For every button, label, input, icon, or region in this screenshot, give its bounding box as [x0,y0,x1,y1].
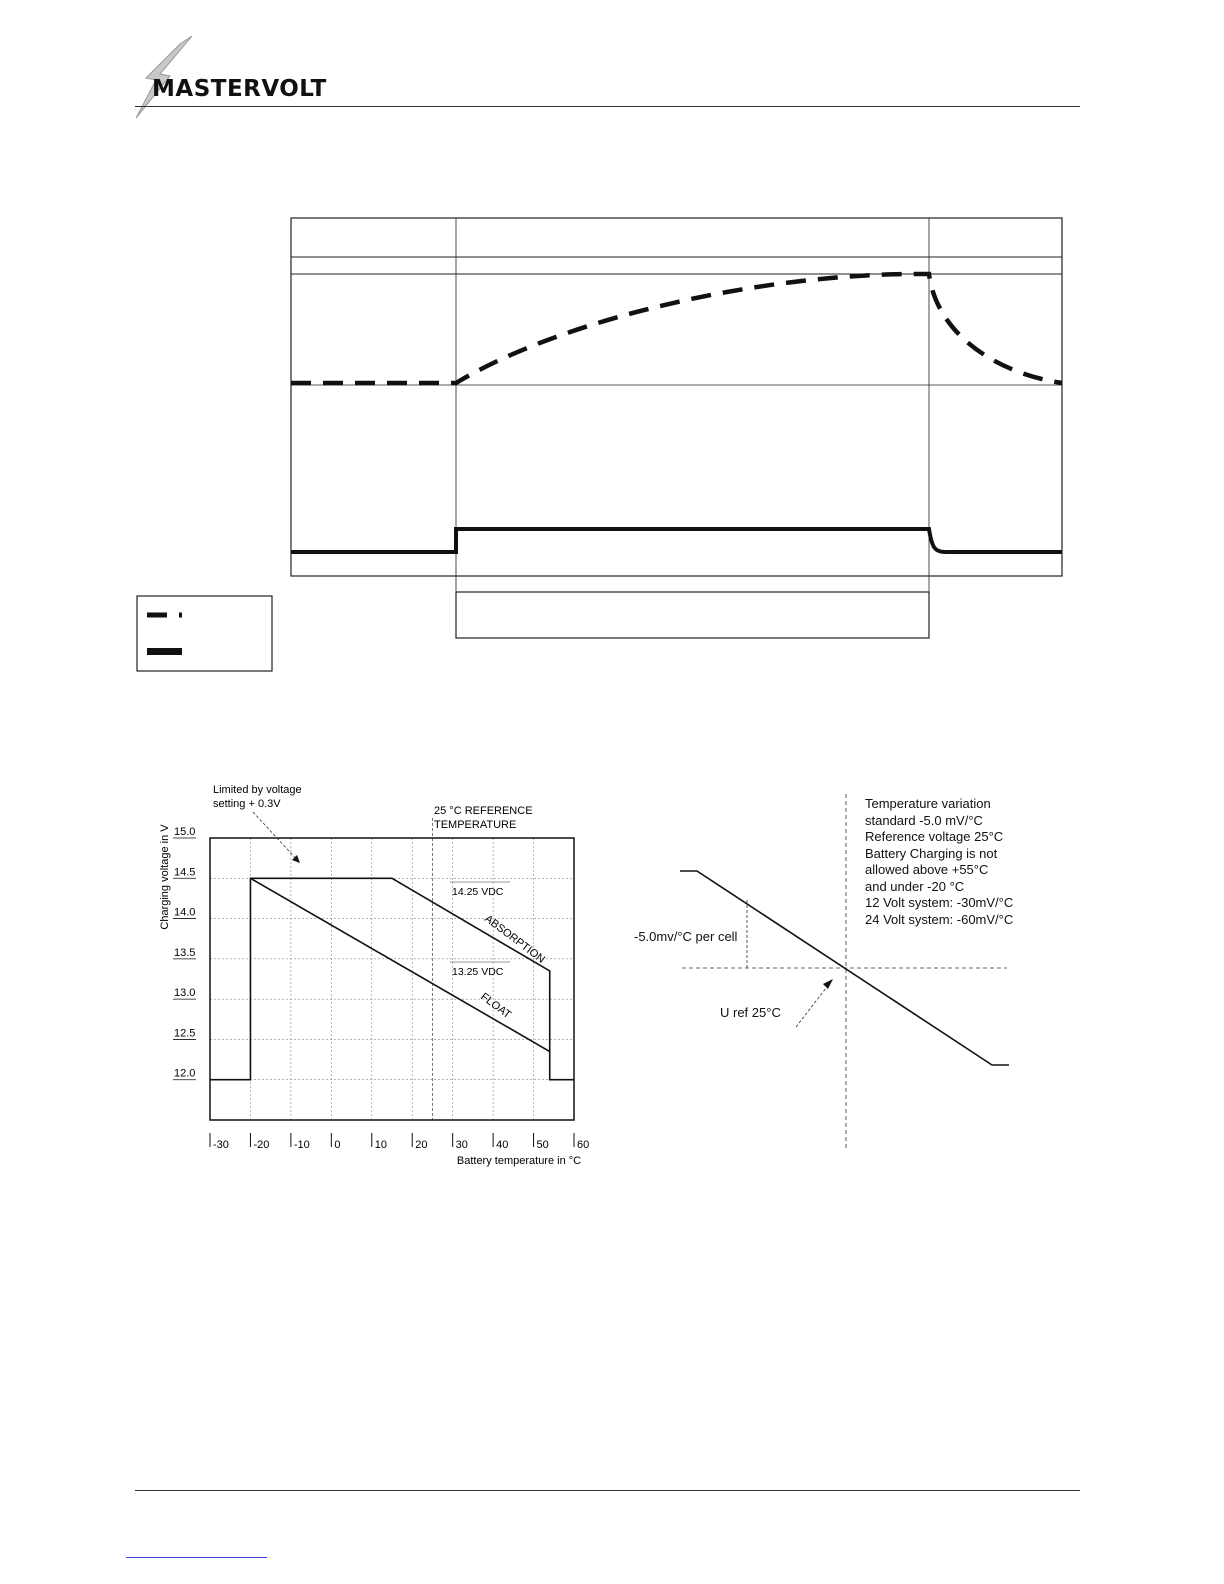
uref-label: U ref 25°C [720,1005,781,1020]
x-axis-label: Battery temperature in °C [456,1155,582,1167]
series-absorption-line [210,878,574,1079]
info-line: Temperature variation [865,796,991,811]
float-value-label: 13.25 VDC [452,966,504,978]
chart-grid [210,818,574,1120]
brand-name: MASTERVOLT [152,76,327,102]
info-line: and under -20 °C [865,878,965,894]
info-line: 24 Volt system: -60mV/°C [865,911,1014,927]
info-line: allowed above +55°C [865,862,989,877]
float-label: FLOAT [478,990,514,1022]
info-line: Battery Charging is not [865,845,998,861]
x-tick-label: 40 [496,1139,509,1151]
x-tick-label: 50 [536,1139,549,1151]
y-tick-label: 12.5 [174,1027,196,1040]
absorption-value-label: 14.25 VDC [452,886,504,898]
slope-label: -5.0mv/°C per cell [634,929,738,944]
footer-divider [135,1490,1080,1491]
reference-annotation-line-2: TEMPERATURE [434,819,517,831]
series-float-line [250,878,549,1051]
charge-cycle-diagram [0,0,1224,700]
x-tick-label: 0 [334,1139,341,1151]
x-tick-label: 20 [415,1139,428,1151]
y-tick-label: 13.5 [174,946,196,959]
y-tick-label: 14.0 [174,906,196,919]
uref-pointer-line [796,983,830,1027]
x-tick-label: 60 [577,1139,590,1151]
limit-annotation-line-2: setting + 0.3V [213,798,281,810]
info-line: Reference voltage 25°C [865,829,1004,844]
limit-annotation-line-1: Limited by voltage [213,784,302,796]
diagram-frame [291,218,1062,576]
current-solid-line [291,529,1062,552]
y-tick-label: 14.5 [174,866,196,879]
info-line: 12 Volt system: -30mV/°C [865,895,1014,910]
chart-frame [210,838,574,1120]
legend-solid-swatch [147,648,182,655]
info-text-block [865,796,1013,928]
x-tick-label: 30 [455,1139,468,1151]
info-line: standard -5.0 mV/°C [865,812,983,828]
x-tick-label: -10 [293,1139,310,1151]
uref-arrowhead [823,979,833,989]
y-tick-label: 13.0 [174,987,196,1000]
footer-link-underline [126,1557,267,1558]
y-tick-label: 15.0 [174,826,196,838]
y-tick-label: 12.0 [174,1067,196,1080]
diagram-legend [137,596,272,671]
x-tick-label: -20 [253,1139,270,1151]
y-axis-label: Charging voltage in V [159,824,171,930]
temperature-compensation-chart [0,760,640,1180]
x-tick-label: 10 [374,1139,388,1151]
voltage-dashed-curve [291,274,1062,383]
limit-arrowhead [292,855,300,863]
phase-label-box [456,592,929,638]
x-tick-label: -30 [213,1139,229,1151]
reference-annotation-line-1: 25 °C REFERENCE [434,805,533,817]
absorption-label: ABSORPTION [482,912,548,966]
